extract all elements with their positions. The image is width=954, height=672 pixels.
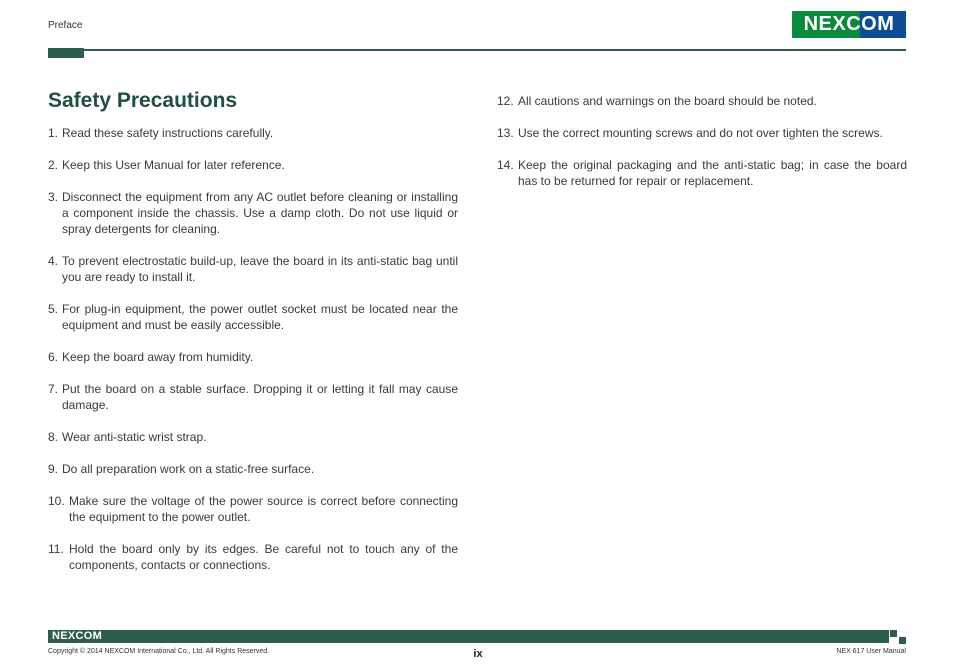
- footer-square-icon: [890, 630, 897, 637]
- list-item: [48, 253, 458, 285]
- item-number: 12.: [497, 94, 514, 108]
- item-text: Disconnect the equipment from any AC outlet before cleaning or installing a component inside the chassis. Use a damp cloth. Do not use liquid or spray detergents for cleaning.: [62, 190, 458, 236]
- page-title: Safety Precautions: [48, 89, 238, 112]
- item-number: 11.: [48, 542, 64, 556]
- item-text: Do all preparation work on a static-free surface.: [62, 462, 315, 476]
- left-column: [48, 125, 458, 589]
- item-text: All cautions and warnings on the board should be noted.: [518, 94, 817, 108]
- item-text: Make sure the voltage of the power source is correct before connecting the equipment to the power outlet.: [69, 494, 458, 524]
- list-item: [48, 541, 458, 573]
- list-item: [48, 493, 458, 525]
- list-item: [48, 461, 458, 477]
- item-number: 10.: [48, 494, 65, 508]
- right-column: [497, 93, 907, 205]
- section-label: Preface: [48, 20, 83, 31]
- logo-text: NEXCOM: [803, 13, 895, 35]
- item-number: 2.: [48, 158, 59, 172]
- item-number: 14.: [497, 158, 514, 172]
- item-number: 3.: [48, 190, 59, 204]
- nexcom-logo: [792, 11, 906, 38]
- list-item: [497, 93, 907, 109]
- list-item: [48, 189, 458, 237]
- item-number: 4.: [48, 254, 59, 268]
- item-text: To prevent electrostatic build-up, leave the board in its anti-static bag until you are ready to install it.: [62, 254, 458, 284]
- list-item: [48, 349, 458, 365]
- item-number: 13.: [497, 126, 514, 140]
- item-text: Wear anti-static wrist strap.: [62, 430, 207, 444]
- item-number: 5.: [48, 302, 59, 316]
- manual-name: NEX 617 User Manual: [836, 648, 906, 655]
- item-number: 6.: [48, 350, 59, 364]
- item-text: Put the board on a stable surface. Dropping it or letting it fall may cause damage.: [62, 382, 458, 412]
- item-number: 9.: [48, 462, 59, 476]
- list-item: [48, 301, 458, 333]
- item-text: Keep this User Manual for later reference.: [62, 158, 285, 172]
- list-item: [48, 125, 458, 141]
- item-text: Hold the board only by its edges. Be careful not to touch any of the components, contacts or connections.: [69, 542, 458, 572]
- list-item: [497, 157, 907, 189]
- copyright-text: Copyright © 2014 NEXCOM International Co., Ltd. All Rights Reserved.: [48, 648, 270, 655]
- list-item: [48, 429, 458, 445]
- footer-bar: [48, 630, 889, 643]
- list-item: [497, 125, 907, 141]
- list-item: [48, 381, 458, 413]
- list-item: [48, 157, 458, 173]
- header-rule-marker: [48, 48, 84, 58]
- item-text: Use the correct mounting screws and do not over tighten the screws.: [518, 126, 883, 140]
- item-text: Read these safety instructions carefully.: [62, 126, 274, 140]
- footer-logo: NEXCOM: [52, 630, 103, 642]
- item-number: 8.: [48, 430, 59, 444]
- item-text: Keep the original packaging and the anti-static bag; in case the board has to be returned for repair or replacement.: [518, 158, 907, 188]
- footer-square-icon: [899, 637, 906, 644]
- item-text: For plug-in equipment, the power outlet socket must be located near the equipment and must be easily accessible.: [62, 302, 458, 332]
- header-rule: [84, 49, 906, 51]
- item-number: 1.: [48, 126, 59, 140]
- page-number: ix: [473, 648, 483, 660]
- item-number: 7.: [48, 382, 59, 396]
- item-text: Keep the board away from humidity.: [62, 350, 254, 364]
